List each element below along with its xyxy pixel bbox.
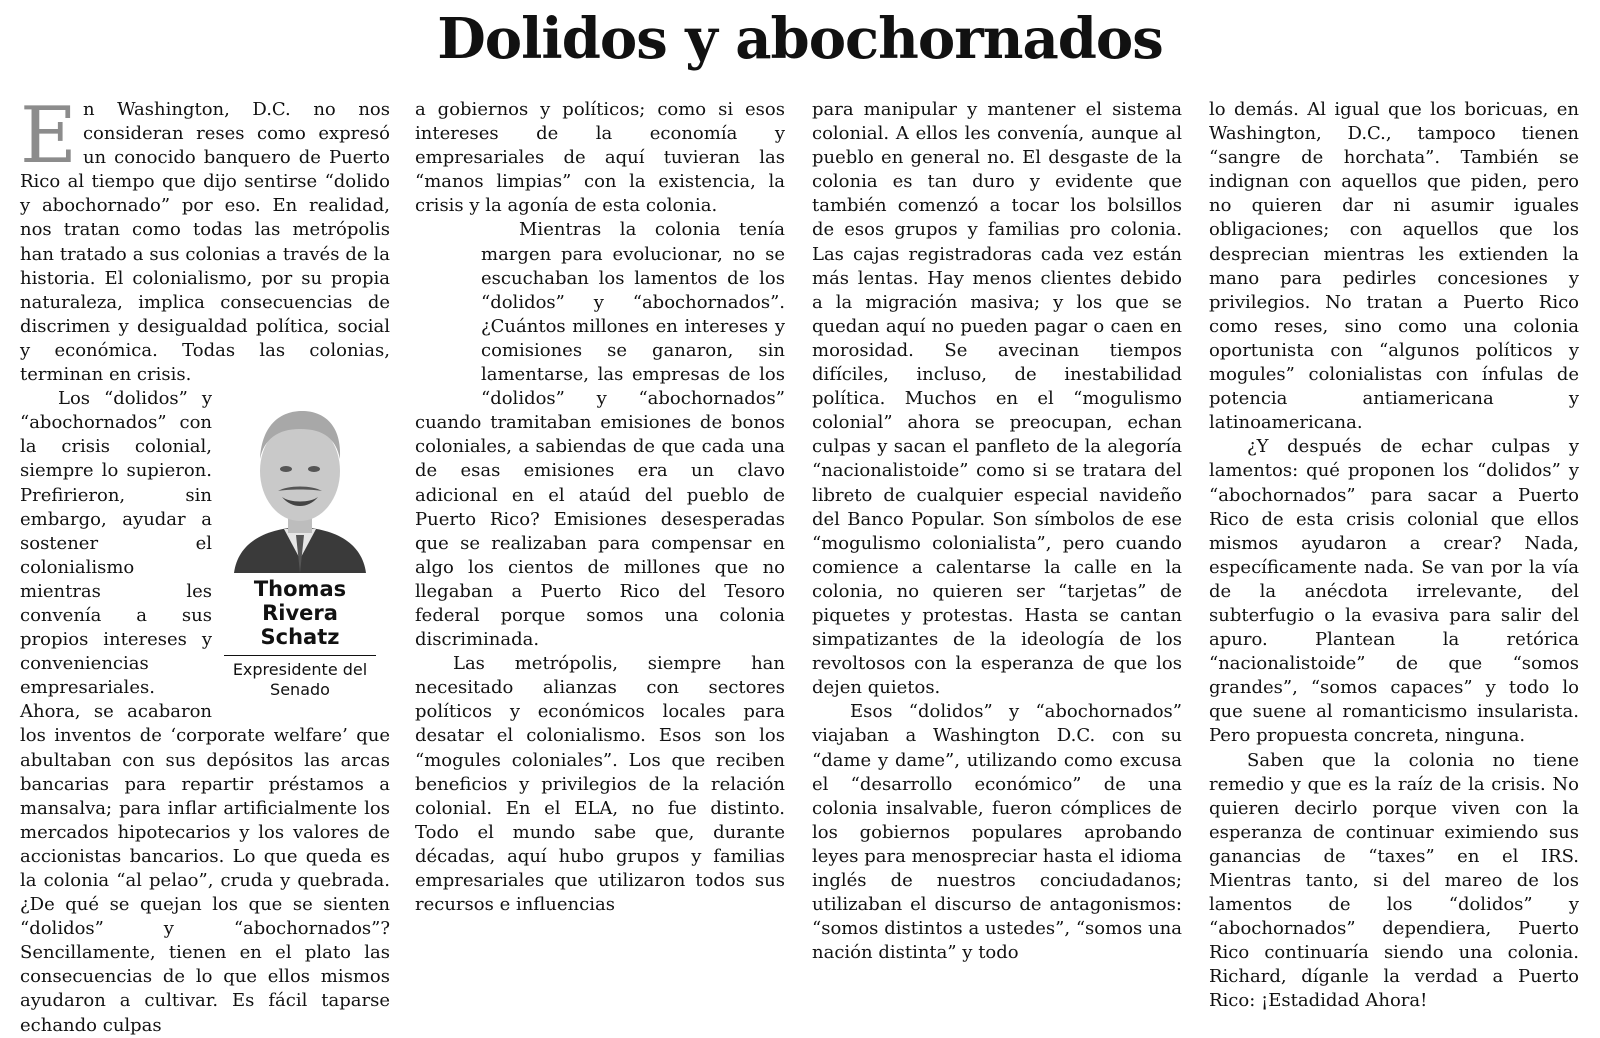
headline: Dolidos y abochornados	[437, 6, 1163, 72]
paragraph: para manipular y mantener el sistema colonial. A ellos les convenía, aunque al pueblo en general no. El desgaste de la colonia es tan duro y evidente que también comenzó a tocar los bolsillos de esos grupos y familias pro colonia. Las cajas registradoras cada vez están más lentas. Hay menos clientes debido a la migración masiva; y los que se quedan aquí no pueden pagar o caen en morosidad. Se avecinan tiempos difíciles, incluso, de inestabilidad política. Muchos en el “mogulismo colonial” ahora se preocupan, echan culpas y sacan el panfleto de la alegoría “nacionalistoide” como si se tratara del libreto de cualquier especial navideño del Banco Popular. Son símbolos de ese “mogulismo colonialista”, pero cuando comience a calentarse la calle en la colonia, no quieren ser “tarjetas” de piquetes y protestas. Hasta se cantan simpatizantes de la ideología de los revoltosos con la esperanza de que los dejen quietos.	[812, 99, 1182, 699]
author-photo	[224, 393, 376, 573]
paragraph-text: Mientras la colonia tenía margen para evolucionar, no se escuchaban los lamentos de los “dolidos” y “abochornados”. ¿Cuántos millones en intereses y comisiones se ganaron, sin lamentarse, las empresas de los “dolidos” y “abochornados” cuando tramitaban emisiones de bonos coloniales, a sabiendas de que cada una de esas emisiones era un clavo adicional en el ataúd del pueblo de Puerto Rico? Emisiones desesperadas que se realizaban para compensar en algo los cientos de millones que no llegaban a Puerto Rico del Tesoro federal porque somos una colonia discriminada.	[415, 219, 785, 651]
column-2	[415, 98, 785, 917]
paragraph: Esos “dolidos” y “abochornados” viajaban a Washington D.C. con su “dame y dame”, utilizando como excusa el “desarrollo económico” de una colonia insalvable, fueron cómplices de los gobiernos populares aprobando leyes para menospreciar hasta el idioma inglés de nuestros conciudadanos; utilizaban el discurso de antagonismos: “somos distintos a ustedes”, “somos una nación distinta” y todo	[812, 701, 1182, 964]
paragraph	[20, 91, 390, 387]
paragraph: Saben que la colonia no tiene remedio y que es la raíz de la crisis. No quieren decirlo porque viven con la esperanza de continuar eximiendo sus ganancias de “taxes” en el IRS. Mientras tanto, si del mareo de los lamentos de los “dolidos” y “abochornados” dependiera, Puerto Rico continuaría siendo una colonia. Richard, díganle la verdad a Puerto Rico: ¡Estadidad Ahora!	[1209, 749, 1579, 1012]
photo-wrap-space	[415, 218, 481, 388]
author-name: Thomas Rivera Schatz	[253, 577, 347, 650]
paragraph: Los “dolidos” y “abochornados” con la crisis colonial, siempre lo supieron. Prefirieron, sin embargo, ayudar a sostener el colonialismo mientras les convenía a sus propios intereses y conveniencias empresariales. Ahora, se acabaron los inventos de ‘corporate welfare’ que abultaban con sus depósitos las arcas bancarias para repartir préstamos a mansalva; para inflar artificialmente los mercados hipotecarios y los valores de accionistas bancarios. Lo que queda es la colonia “al pelao”, cruda y quebrada. ¿De qué se quejan los que se sienten “dolidos” y “abochornados”? Sencillamente, tienen en el plato las consecuencias de lo que ellos mismos ayudaron a cultivar. Es fácil taparse echando culpas	[20, 388, 390, 1036]
paragraph	[415, 218, 785, 652]
author-role: Expresidente del Senado	[232, 660, 368, 700]
column-4	[1209, 98, 1579, 1014]
paragraph: Las metrópolis, siempre han necesitado alianzas con sectores políticos y económicos locales para desatar el colonialismo. Esos son los “mogules coloniales”. Los que reciben beneficios y privilegios de la relación colonial. En el ELA, no fue distinto. Todo el mundo sabe que, durante décadas, aquí hubo grupos y familias empresariales que utilizaron todos sus recursos e influencias	[415, 653, 785, 916]
column-3	[812, 98, 1182, 965]
paragraph: a gobiernos y políticos; como si esos intereses de la economía y empresariales de aquí tuvieran las “manos limpias” con la existencia, la crisis y la agonía de esta colonia.	[415, 99, 785, 217]
author-byline	[224, 393, 376, 713]
paragraph: lo demás. Al igual que los boricuas, en Washington, D.C., tampoco tienen “sangre de horchata”. También se indignan con aquellos que piden, pero no quieren dar ni asumir iguales obligaciones; con aquellos que los desprecian mientras les extienden la mano para pedirles concesiones y privilegios. No tratan a Puerto Rico como reses, sino como una colonia oportunista con “algunos políticos y mogules” colonialistas con ínfulas de potencia antiamericana y latinoamericana.	[1209, 99, 1579, 434]
byline-divider	[224, 655, 376, 656]
paragraph: ¿Y después de echar culpas y lamentos: qué proponen los “dolidos” y “abochornados” para sacar a Puerto Rico de esta crisis colonial que ellos mismos ayudaron a crear? Nada, específicamente nada. Se van por la vía de la anécdota irrelevante, del subterfugio o la evasiva para salir del apuro. Plantean la retórica “nacionalistoide” de que “somos grandes”, “somos capaces” y todo lo que suene al romanticismo insularista. Pero propuesta concreta, ninguna.	[1209, 436, 1579, 747]
column-1	[20, 91, 390, 1038]
paragraph-text: n Washington, D.C. no nos consideran reses como expresó un conocido banquero de Puerto Rico al tiempo que dijo sentirse “dolido y abochornado” por eso. En realidad, nos tratan como todas las metrópolis han tratado a sus colonias a través de la historia. El colonialismo, por su propia naturaleza, implica consecuencias de discrimen y desigualdad política, social y económica. Todas las colonias, terminan en crisis.	[20, 99, 390, 386]
drop-cap: E	[20, 91, 77, 181]
